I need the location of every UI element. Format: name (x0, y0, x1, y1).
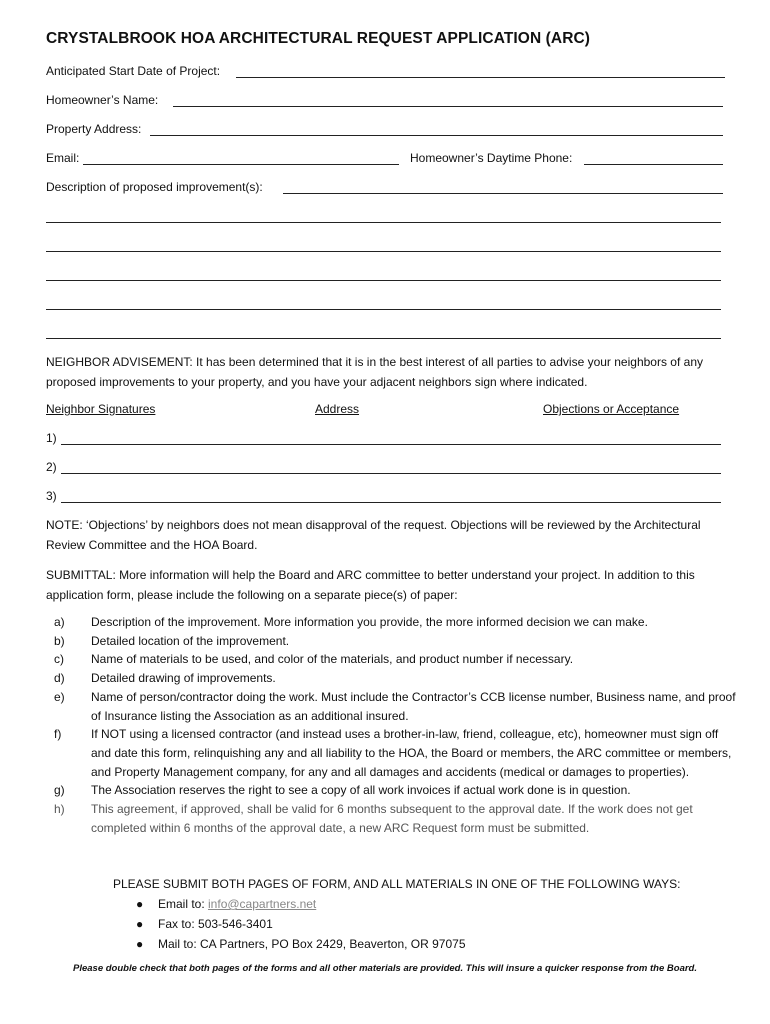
neighbor-advisement: NEIGHBOR ADVISEMENT: It has been determined that it is in the best interest of all parties to advise your neighbors of any proposed improvements to your property, and you have your adjacent neighbors sign where indicated. (46, 355, 703, 389)
email-label: Email: (46, 151, 80, 165)
list-item: d) Detailed drawing of improvements. (54, 671, 276, 686)
footer-note: Please double check that both pages of the forms and all other materials are provided. This will insure a quicker response from the Board. (73, 963, 697, 974)
homeowner-name-line[interactable] (173, 106, 723, 107)
submit-methods-list (136, 894, 536, 954)
address-header: Address (315, 402, 360, 416)
list-item: f) If NOT using a licensed contractor (and instead uses a brother-in-law, friend, colleague, etc), homeowner must sign off and date this form, relinquishing any and all liability to the HOA, the Board or members, the ARC committee or members, and Property Management company, for any and all damages and accidents (medical or damages to properties). (54, 727, 732, 779)
submit-instructions: PLEASE SUBMIT BOTH PAGES OF FORM, AND ALL MATERIALS IN ONE OF THE FOLLOWING WAYS: (113, 877, 681, 891)
daytime-phone-line[interactable] (584, 164, 723, 165)
list-item: c) Name of materials to be used, and color of the materials, and product number if necessary. (54, 652, 574, 667)
description-line[interactable] (283, 193, 723, 194)
daytime-phone-label: Homeowner’s Daytime Phone: (410, 151, 573, 165)
list-item: ● Email to: info@capartners.net (136, 897, 317, 911)
neighbor-signature-line[interactable] (61, 473, 721, 474)
email-link[interactable]: info@capartners.net (208, 897, 317, 911)
neighbor-row-number: 2) (46, 460, 57, 474)
description-line[interactable] (46, 309, 721, 310)
list-item: ● Fax to: 503-546-3401 (136, 917, 273, 931)
description-label: Description of proposed improvement(s): (46, 180, 263, 194)
email-line[interactable] (83, 164, 399, 165)
list-item: h) This agreement, if approved, shall be valid for 6 months subsequent to the approval date. If the work does not get completed within 6 months of the approval date, a new ARC Request form must be submitted. (54, 802, 693, 835)
list-item: e) Name of person/contractor doing the work. Must include the Contractor’s CCB license number, Business name, and proof of Insurance listing the Association as an additional insured. (54, 689, 736, 723)
page-title: CRYSTALBROOK HOA ARCHITECTURAL REQUEST APPLICATION (ARC) (46, 30, 591, 47)
description-line[interactable] (46, 338, 721, 339)
neighbor-row-number: 1) (46, 431, 57, 445)
submittal-paragraph: SUBMITTAL: More information will help the Board and ARC committee to better understand your project. In addition to this application form, please include the following on a separate piece(s) of paper: (46, 568, 695, 602)
property-address-label: Property Address: (46, 122, 142, 136)
start-date-line[interactable] (236, 77, 725, 78)
neighbor-signature-line[interactable] (61, 444, 721, 445)
property-address-line[interactable] (150, 135, 723, 136)
description-line[interactable] (46, 251, 721, 252)
neighbor-signature-line[interactable] (61, 502, 721, 503)
neighbor-signatures-header: Neighbor Signatures (46, 402, 156, 416)
objections-note: NOTE: ‘Objections’ by neighbors does not mean disapproval of the request. Objections will be reviewed by the Architectural Review Committee and the HOA Board. (46, 518, 701, 552)
homeowner-name-label: Homeowner’s Name: (46, 93, 159, 107)
list-item: g) The Association reserves the right to see a copy of all work invoices if actual work done is in question. (54, 783, 631, 798)
requirements-list (46, 613, 736, 837)
objections-header: Objections or Acceptance (543, 402, 680, 416)
description-line[interactable] (46, 222, 721, 223)
neighbor-row-number: 3) (46, 489, 57, 503)
list-item: b) Detailed location of the improvement. (54, 633, 290, 648)
description-line[interactable] (46, 280, 721, 281)
list-item: ● Mail to: CA Partners, PO Box 2429, Beaverton, OR 97075 (136, 937, 466, 951)
list-item: a) Description of the improvement. More information you provide, the more informed decision we can make. (54, 615, 648, 629)
start-date-label: Anticipated Start Date of Project: (46, 64, 221, 78)
